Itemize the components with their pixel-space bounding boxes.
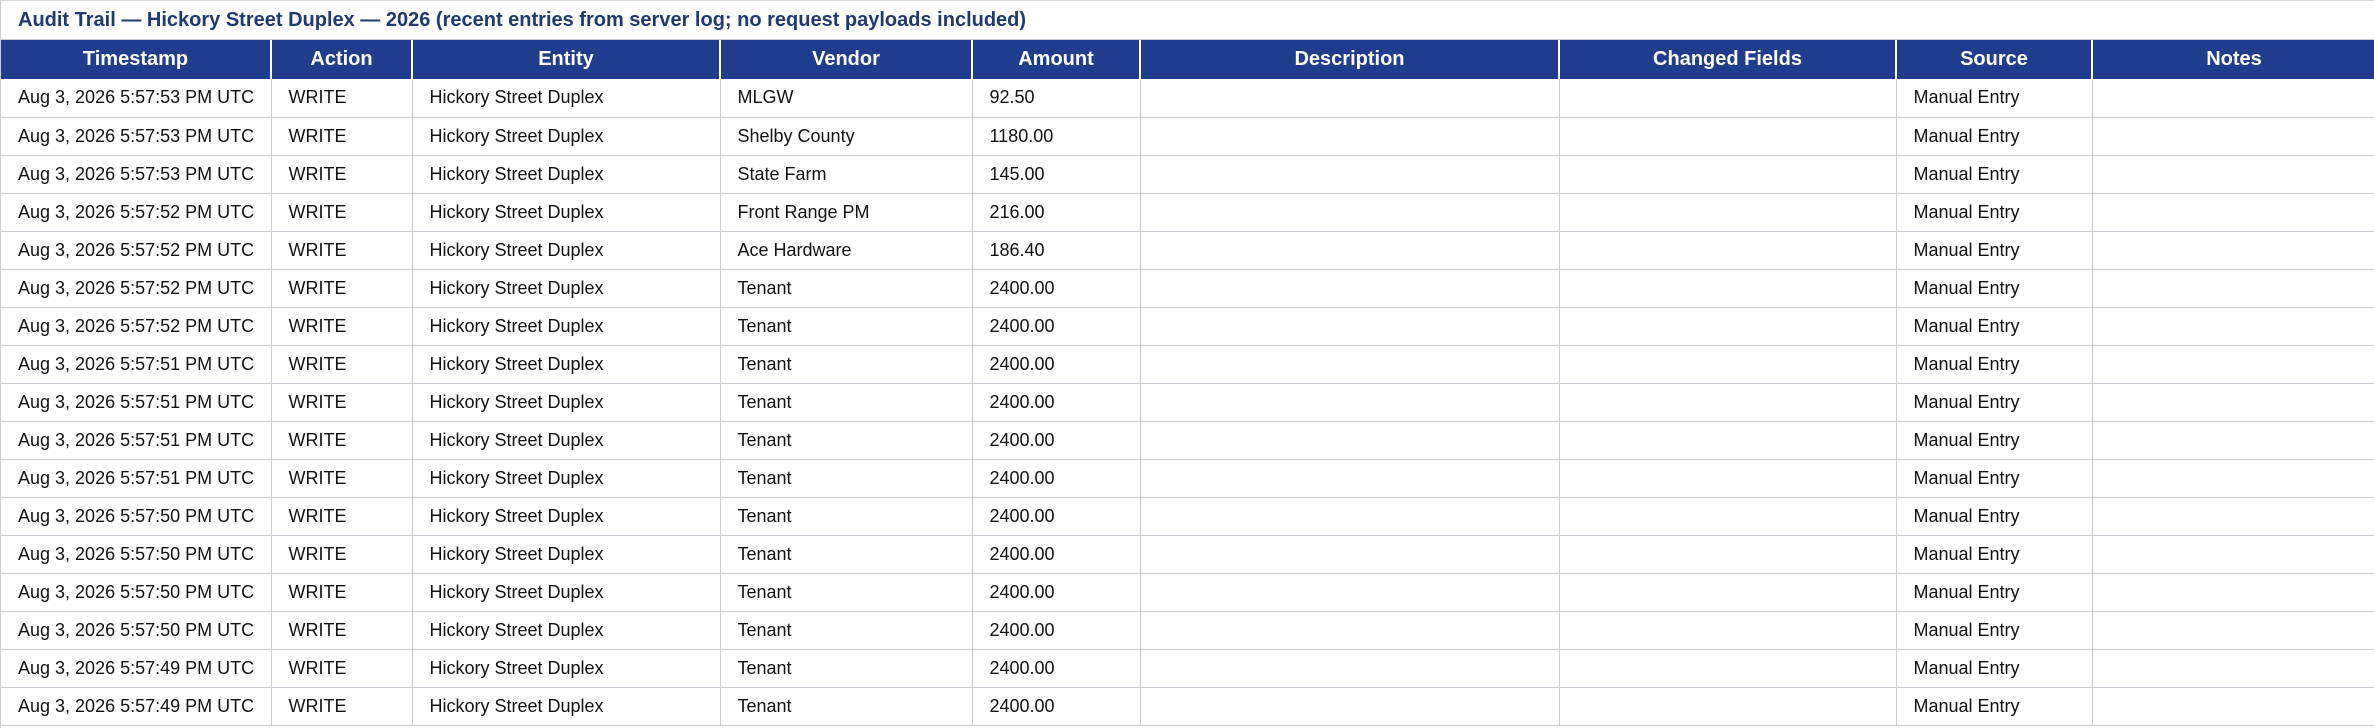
table-body	[1, 79, 2374, 725]
cell-description	[1140, 345, 1559, 383]
cell-notes	[2092, 649, 2374, 687]
cell-description	[1140, 421, 1559, 459]
cell-source: Manual Entry	[1896, 79, 2092, 117]
cell-action: WRITE	[271, 535, 412, 573]
cell-notes	[2092, 611, 2374, 649]
table-row[interactable]	[1, 497, 2374, 535]
cell-entity: Hickory Street Duplex	[412, 383, 720, 421]
cell-vendor: Tenant	[720, 535, 972, 573]
table-row[interactable]	[1, 383, 2374, 421]
cell-action: WRITE	[271, 649, 412, 687]
cell-entity: Hickory Street Duplex	[412, 459, 720, 497]
cell-vendor: Front Range PM	[720, 193, 972, 231]
cell-amount: 2400.00	[972, 497, 1140, 535]
table-row[interactable]	[1, 193, 2374, 231]
column-header-notes[interactable]: Notes	[2092, 40, 2374, 79]
cell-timestamp: Aug 3, 2026 5:57:49 PM UTC	[1, 649, 271, 687]
cell-action: WRITE	[271, 117, 412, 155]
cell-changed-fields	[1559, 307, 1896, 345]
cell-description	[1140, 383, 1559, 421]
cell-source: Manual Entry	[1896, 649, 2092, 687]
cell-amount: 145.00	[972, 155, 1140, 193]
table-row[interactable]	[1, 611, 2374, 649]
cell-source: Manual Entry	[1896, 155, 2092, 193]
cell-description	[1140, 117, 1559, 155]
cell-action: WRITE	[271, 307, 412, 345]
cell-changed-fields	[1559, 649, 1896, 687]
cell-entity: Hickory Street Duplex	[412, 535, 720, 573]
cell-entity: Hickory Street Duplex	[412, 421, 720, 459]
cell-timestamp: Aug 3, 2026 5:57:50 PM UTC	[1, 497, 271, 535]
column-header-description[interactable]: Description	[1140, 40, 1559, 79]
cell-changed-fields	[1559, 193, 1896, 231]
cell-vendor: Tenant	[720, 421, 972, 459]
cell-entity: Hickory Street Duplex	[412, 79, 720, 117]
cell-description	[1140, 193, 1559, 231]
cell-source: Manual Entry	[1896, 231, 2092, 269]
cell-timestamp: Aug 3, 2026 5:57:53 PM UTC	[1, 155, 271, 193]
cell-action: WRITE	[271, 231, 412, 269]
table-row[interactable]	[1, 345, 2374, 383]
cell-notes	[2092, 269, 2374, 307]
table-row[interactable]	[1, 535, 2374, 573]
cell-timestamp: Aug 3, 2026 5:57:49 PM UTC	[1, 687, 271, 725]
cell-action: WRITE	[271, 345, 412, 383]
cell-source: Manual Entry	[1896, 117, 2092, 155]
cell-description	[1140, 611, 1559, 649]
cell-notes	[2092, 459, 2374, 497]
cell-timestamp: Aug 3, 2026 5:57:51 PM UTC	[1, 421, 271, 459]
cell-entity: Hickory Street Duplex	[412, 687, 720, 725]
cell-entity: Hickory Street Duplex	[412, 269, 720, 307]
column-header-timestamp[interactable]: Timestamp	[1, 40, 271, 79]
cell-timestamp: Aug 3, 2026 5:57:52 PM UTC	[1, 231, 271, 269]
cell-timestamp: Aug 3, 2026 5:57:52 PM UTC	[1, 193, 271, 231]
cell-timestamp: Aug 3, 2026 5:57:52 PM UTC	[1, 269, 271, 307]
cell-description	[1140, 497, 1559, 535]
cell-amount: 2400.00	[972, 345, 1140, 383]
cell-notes	[2092, 231, 2374, 269]
cell-source: Manual Entry	[1896, 345, 2092, 383]
cell-timestamp: Aug 3, 2026 5:57:52 PM UTC	[1, 307, 271, 345]
sheet-title: Audit Trail — Hickory Street Duplex — 2026 (recent entries from server log; no request payloads included)	[1, 0, 2374, 40]
cell-vendor: Tenant	[720, 307, 972, 345]
cell-entity: Hickory Street Duplex	[412, 117, 720, 155]
table-row[interactable]	[1, 573, 2374, 611]
cell-changed-fields	[1559, 535, 1896, 573]
cell-amount: 2400.00	[972, 535, 1140, 573]
table-row[interactable]	[1, 269, 2374, 307]
audit-table	[1, 40, 2374, 726]
table-row[interactable]	[1, 117, 2374, 155]
cell-action: WRITE	[271, 193, 412, 231]
cell-vendor: Tenant	[720, 649, 972, 687]
cell-changed-fields	[1559, 269, 1896, 307]
cell-amount: 2400.00	[972, 459, 1140, 497]
cell-entity: Hickory Street Duplex	[412, 155, 720, 193]
cell-description	[1140, 231, 1559, 269]
cell-vendor: State Farm	[720, 155, 972, 193]
cell-description	[1140, 307, 1559, 345]
cell-changed-fields	[1559, 421, 1896, 459]
cell-notes	[2092, 193, 2374, 231]
cell-changed-fields	[1559, 345, 1896, 383]
table-row[interactable]	[1, 231, 2374, 269]
cell-source: Manual Entry	[1896, 573, 2092, 611]
cell-source: Manual Entry	[1896, 383, 2092, 421]
cell-amount: 2400.00	[972, 573, 1140, 611]
cell-description	[1140, 535, 1559, 573]
cell-notes	[2092, 573, 2374, 611]
cell-amount: 2400.00	[972, 611, 1140, 649]
cell-timestamp: Aug 3, 2026 5:57:51 PM UTC	[1, 459, 271, 497]
cell-entity: Hickory Street Duplex	[412, 573, 720, 611]
cell-vendor: MLGW	[720, 79, 972, 117]
cell-timestamp: Aug 3, 2026 5:57:50 PM UTC	[1, 611, 271, 649]
cell-notes	[2092, 117, 2374, 155]
cell-vendor: Tenant	[720, 497, 972, 535]
cell-entity: Hickory Street Duplex	[412, 193, 720, 231]
cell-vendor: Tenant	[720, 383, 972, 421]
cell-vendor: Tenant	[720, 573, 972, 611]
table-row[interactable]	[1, 687, 2374, 725]
column-header-amount[interactable]: Amount	[972, 40, 1140, 79]
cell-action: WRITE	[271, 79, 412, 117]
cell-changed-fields	[1559, 611, 1896, 649]
cell-changed-fields	[1559, 459, 1896, 497]
cell-changed-fields	[1559, 117, 1896, 155]
table-row[interactable]	[1, 421, 2374, 459]
cell-amount: 2400.00	[972, 383, 1140, 421]
cell-description	[1140, 269, 1559, 307]
cell-amount: 2400.00	[972, 307, 1140, 345]
cell-description	[1140, 687, 1559, 725]
cell-timestamp: Aug 3, 2026 5:57:53 PM UTC	[1, 79, 271, 117]
header-row	[1, 40, 2374, 79]
table-row[interactable]	[1, 307, 2374, 345]
cell-description	[1140, 155, 1559, 193]
cell-source: Manual Entry	[1896, 269, 2092, 307]
cell-source: Manual Entry	[1896, 611, 2092, 649]
cell-source: Manual Entry	[1896, 459, 2092, 497]
cell-vendor: Ace Hardware	[720, 231, 972, 269]
cell-amount: 186.40	[972, 231, 1140, 269]
cell-source: Manual Entry	[1896, 307, 2092, 345]
table-row[interactable]	[1, 155, 2374, 193]
cell-vendor: Tenant	[720, 611, 972, 649]
cell-source: Manual Entry	[1896, 497, 2092, 535]
cell-amount: 2400.00	[972, 421, 1140, 459]
cell-description	[1140, 573, 1559, 611]
cell-timestamp: Aug 3, 2026 5:57:51 PM UTC	[1, 383, 271, 421]
cell-action: WRITE	[271, 155, 412, 193]
table-row[interactable]	[1, 459, 2374, 497]
table-row[interactable]	[1, 79, 2374, 117]
cell-source: Manual Entry	[1896, 421, 2092, 459]
cell-timestamp: Aug 3, 2026 5:57:50 PM UTC	[1, 535, 271, 573]
cell-description	[1140, 79, 1559, 117]
cell-amount: 2400.00	[972, 649, 1140, 687]
cell-changed-fields	[1559, 231, 1896, 269]
cell-amount: 92.50	[972, 79, 1140, 117]
cell-notes	[2092, 307, 2374, 345]
cell-vendor: Tenant	[720, 345, 972, 383]
cell-action: WRITE	[271, 459, 412, 497]
cell-action: WRITE	[271, 687, 412, 725]
cell-amount: 2400.00	[972, 269, 1140, 307]
cell-entity: Hickory Street Duplex	[412, 649, 720, 687]
cell-amount: 216.00	[972, 193, 1140, 231]
cell-notes	[2092, 155, 2374, 193]
column-header-action[interactable]: Action	[271, 40, 412, 79]
cell-source: Manual Entry	[1896, 687, 2092, 725]
cell-entity: Hickory Street Duplex	[412, 497, 720, 535]
cell-entity: Hickory Street Duplex	[412, 345, 720, 383]
cell-changed-fields	[1559, 687, 1896, 725]
cell-amount: 2400.00	[972, 687, 1140, 725]
cell-notes	[2092, 497, 2374, 535]
cell-notes	[2092, 421, 2374, 459]
cell-description	[1140, 459, 1559, 497]
column-header-source[interactable]: Source	[1896, 40, 2092, 79]
cell-notes	[2092, 79, 2374, 117]
cell-timestamp: Aug 3, 2026 5:57:51 PM UTC	[1, 345, 271, 383]
cell-notes	[2092, 383, 2374, 421]
cell-entity: Hickory Street Duplex	[412, 611, 720, 649]
cell-timestamp: Aug 3, 2026 5:57:50 PM UTC	[1, 573, 271, 611]
cell-notes	[2092, 535, 2374, 573]
cell-changed-fields	[1559, 383, 1896, 421]
cell-source: Manual Entry	[1896, 193, 2092, 231]
cell-source: Manual Entry	[1896, 535, 2092, 573]
cell-changed-fields	[1559, 155, 1896, 193]
cell-vendor: Shelby County	[720, 117, 972, 155]
cell-vendor: Tenant	[720, 459, 972, 497]
cell-changed-fields	[1559, 573, 1896, 611]
table-header	[1, 40, 2374, 79]
cell-description	[1140, 649, 1559, 687]
cell-entity: Hickory Street Duplex	[412, 231, 720, 269]
cell-action: WRITE	[271, 421, 412, 459]
cell-action: WRITE	[271, 573, 412, 611]
cell-action: WRITE	[271, 269, 412, 307]
cell-timestamp: Aug 3, 2026 5:57:53 PM UTC	[1, 117, 271, 155]
cell-changed-fields	[1559, 79, 1896, 117]
column-header-entity[interactable]: Entity	[412, 40, 720, 79]
cell-changed-fields	[1559, 497, 1896, 535]
column-header-changed-fields[interactable]: Changed Fields	[1559, 40, 1896, 79]
column-header-vendor[interactable]: Vendor	[720, 40, 972, 79]
cell-notes	[2092, 345, 2374, 383]
cell-vendor: Tenant	[720, 687, 972, 725]
cell-amount: 1180.00	[972, 117, 1140, 155]
cell-vendor: Tenant	[720, 269, 972, 307]
cell-notes	[2092, 687, 2374, 725]
cell-action: WRITE	[271, 497, 412, 535]
cell-entity: Hickory Street Duplex	[412, 307, 720, 345]
cell-action: WRITE	[271, 383, 412, 421]
cell-action: WRITE	[271, 611, 412, 649]
table-row[interactable]	[1, 649, 2374, 687]
